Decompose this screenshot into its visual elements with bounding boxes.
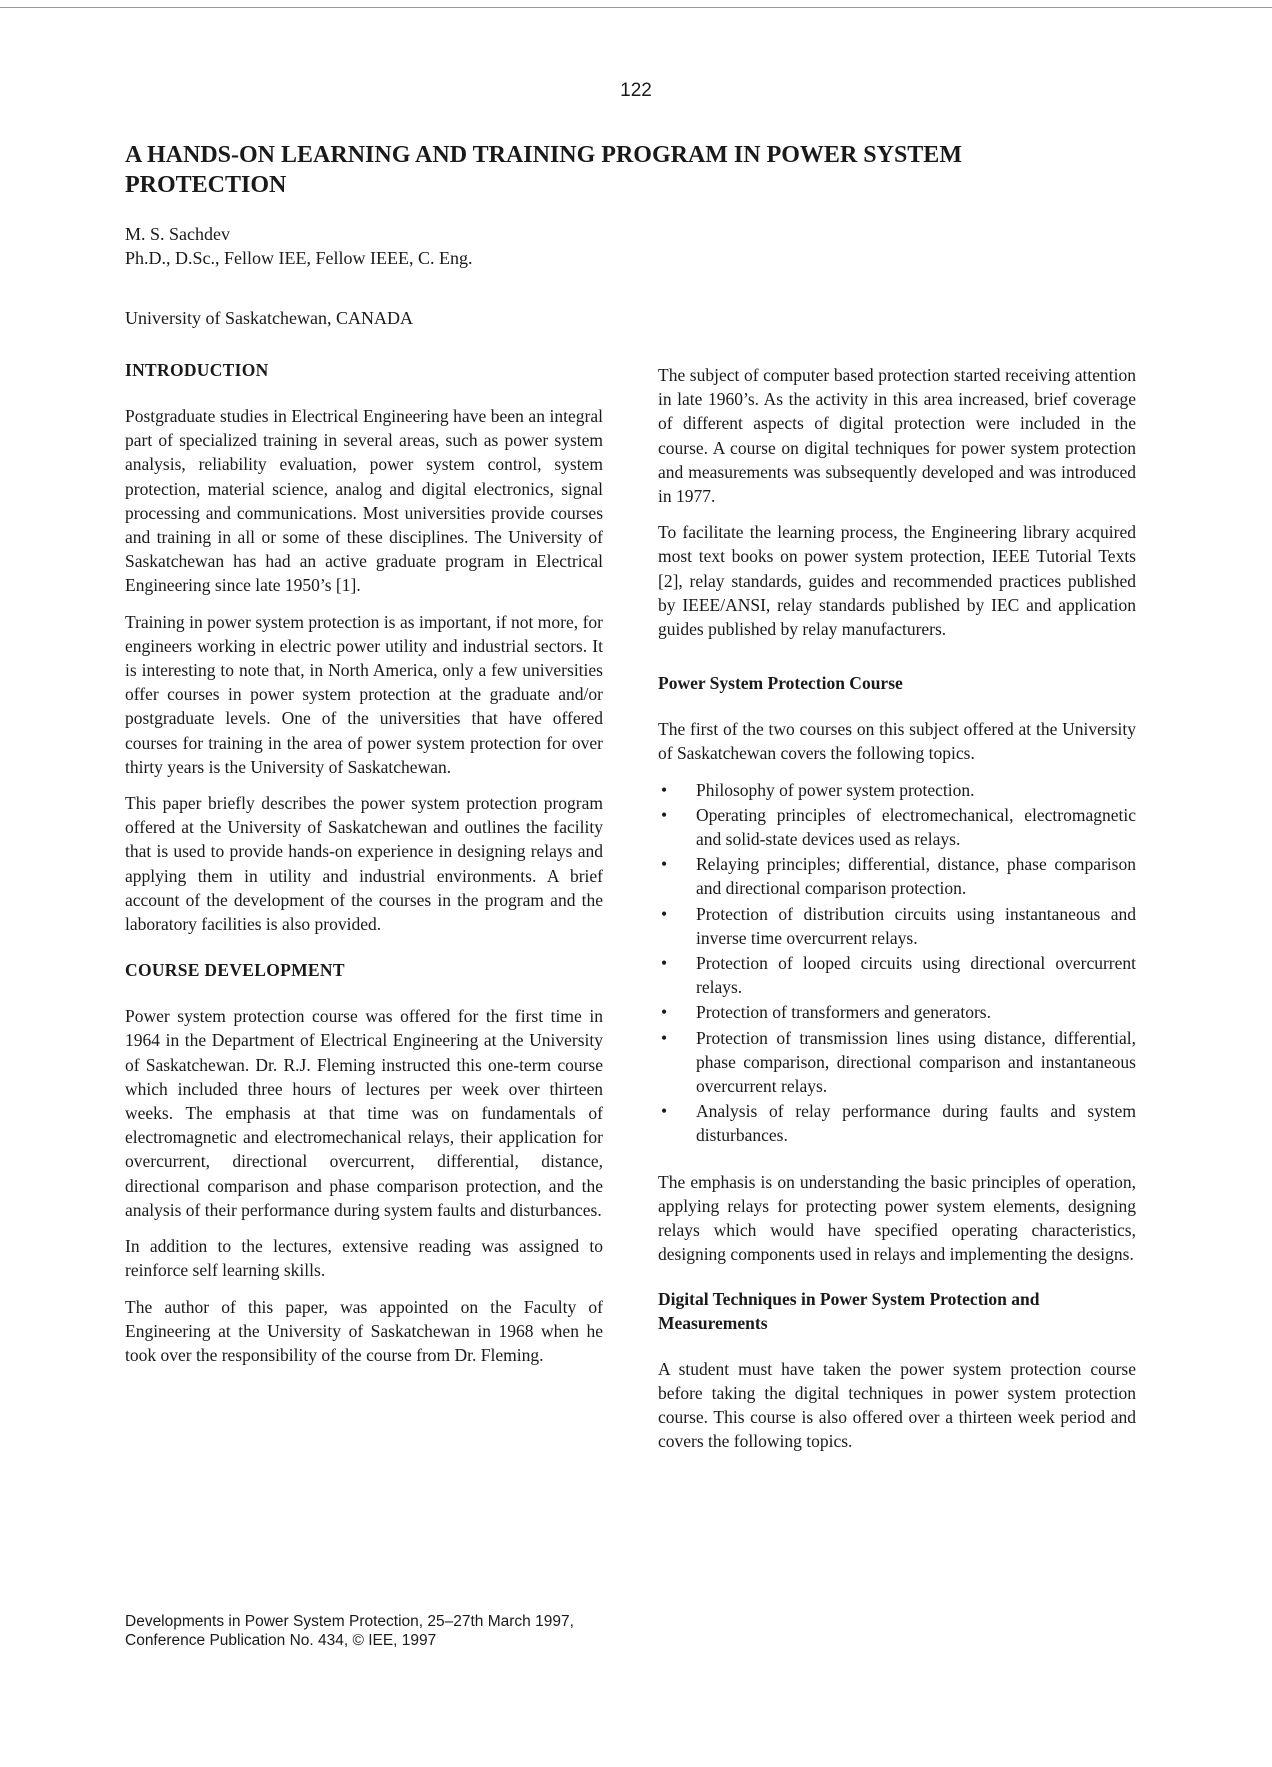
list-item: • Philosophy of power system protection.: [658, 778, 1136, 802]
author-block: [125, 222, 472, 270]
paragraph: Power system protection course was offered for the first time in 1964 in the Department of Electrical Engineering at the University of Saskatchewan. Dr. R.J. Fleming instructed this one-term course which included three hours of lectures per week over thirteen weeks. The emphasis at that time was on fundamentals of electromagnetic and electromechanical relays, their application for overcurrent, directional overcurrent, differential, distance, directional comparison and phase comparison protection, and the analysis of their performance during system faults and disturbances.: [125, 1006, 603, 1220]
section-heading-introduction: INTRODUCTION: [125, 360, 269, 380]
paragraph: The first of the two courses on this subject offered at the University of Saskatchewan covers the following topics.: [658, 719, 1136, 764]
left-column: [125, 358, 603, 1379]
list-item: • Protection of looped circuits using directional overcurrent relays.: [658, 951, 1136, 999]
paragraph: This paper briefly describes the power system protection program offered at the University of Saskatchewan and outlines the facility that is used to provide hands-on experience in designing relays and applying them in utility and industrial environments. A brief account of the development of the courses in the program and the laboratory facilities is also provided.: [125, 793, 603, 935]
list-item: • Protection of distribution circuits using instantaneous and inverse time overcurrent relays.: [658, 902, 1136, 950]
list-item: • Relaying principles; differential, distance, phase comparison and directional comparison protection.: [658, 852, 1136, 900]
footer-line: Conference Publication No. 434, © IEE, 1997: [125, 1632, 437, 1649]
paragraph: To facilitate the learning process, the Engineering library acquired most text books on power system protection, IEEE Tutorial Texts [2], relay standards, guides and recommended practices published by IEEE/ANSI, relay standards published by IEC and application guides published by relay manufacturers.: [658, 522, 1136, 640]
list-item: • Operating principles of electromechanical, electromagnetic and solid-state devices used as relays.: [658, 803, 1136, 851]
subsection-heading-digital-techniques: Digital Techniques in Power System Protection and Measurements: [658, 1288, 1040, 1333]
right-column: [658, 363, 1136, 1465]
page-number: 122: [620, 80, 652, 101]
paper-title: A HANDS-ON LEARNING AND TRAINING PROGRAM IN POWER SYSTEM PROTECTION: [125, 142, 962, 198]
paragraph: Postgraduate studies in Electrical Engineering have been an integral part of specialized training in several areas, such as power system analysis, reliability evaluation, power system control, system protection, material science, analog and digital electronics, signal processing and communications. Most universities provide courses and training in all or some of these disciplines. The University of Saskatchewan has had an active graduate program in Electrical Engineering since late 1950’s [1].: [125, 406, 603, 596]
conference-footer: [125, 1612, 685, 1650]
author-credentials: Ph.D., D.Sc., Fellow IEE, Fellow IEEE, C. Eng.: [125, 248, 473, 268]
subsection-heading-power-system-protection-course: Power System Protection Course: [658, 673, 903, 694]
paragraph: In addition to the lectures, extensive reading was assigned to reinforce self learning skills.: [125, 1236, 603, 1281]
top-rule: [0, 7, 1272, 8]
author-name: M. S. Sachdev: [125, 224, 230, 244]
list-item: • Analysis of relay performance during faults and system disturbances.: [658, 1099, 1136, 1147]
paragraph: The author of this paper, was appointed on the Faculty of Engineering at the University of Saskatchewan in 1968 when he took over the responsibility of the course from Dr. Fleming.: [125, 1296, 603, 1365]
list-item: • Protection of transformers and generators.: [658, 1000, 1136, 1024]
section-heading-course-development: COURSE DEVELOPMENT: [125, 960, 345, 981]
topic-list: [658, 778, 1136, 1148]
paragraph: The subject of computer based protection started receiving attention in late 1960’s. As the activity in this area increased, brief coverage of different aspects of digital protection were included in the course. A course on digital techniques for power system protection and measurements was subsequently developed and was introduced in 1977.: [658, 365, 1136, 507]
footer-line: Developments in Power System Protection, 25–27th March 1997,: [125, 1613, 574, 1630]
paragraph: Training in power system protection is as important, if not more, for engineers working in electric power utility and industrial sectors. It is interesting to note that, in North America, only a few universities offer courses in power system protection at the graduate and/or postgraduate levels. One of the universities that have offered courses for training in the area of power system protection for over thirty years is the University of Saskatchewan.: [125, 611, 603, 777]
author-affiliation: University of Saskatchewan, CANADA: [125, 308, 413, 328]
paragraph: A student must have taken the power system protection course before taking the digital techniques in power system protection course. This course is also offered over a thirteen week period and covers the following topics.: [658, 1358, 1136, 1452]
list-item: • Protection of transmission lines using distance, differential, phase comparison, directional comparison and instantaneous overcurrent relays.: [658, 1026, 1136, 1099]
paragraph: The emphasis is on understanding the basic principles of operation, applying relays for protecting power system elements, designing relays which would have specified operating characteristics, designing components used in relays and implementing the designs.: [658, 1171, 1136, 1265]
